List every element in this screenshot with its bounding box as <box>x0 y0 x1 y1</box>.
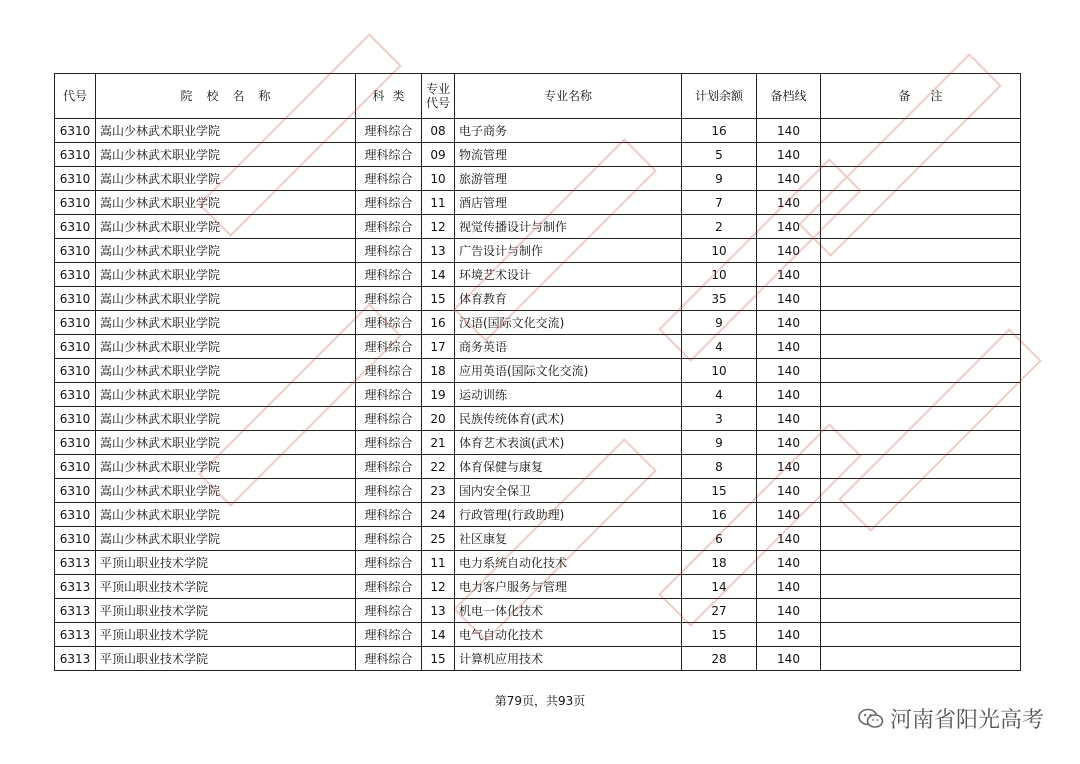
cell-code: 6310 <box>55 479 96 503</box>
cell-line: 140 <box>757 479 821 503</box>
cell-code: 6310 <box>55 215 96 239</box>
cell-type: 理科综合 <box>356 647 422 671</box>
cell-line: 140 <box>757 599 821 623</box>
cell-remaining: 9 <box>682 431 757 455</box>
cell-major-code: 08 <box>422 119 455 143</box>
cell-type: 理科综合 <box>356 287 422 311</box>
cell-major-name: 汉语(国际文化交流) <box>455 311 682 335</box>
wechat-icon <box>858 708 884 730</box>
cell-school: 嵩山少林武术职业学院 <box>96 311 356 335</box>
cell-major-code: 16 <box>422 311 455 335</box>
cell-major-code: 23 <box>422 479 455 503</box>
cell-remaining: 4 <box>682 335 757 359</box>
cell-major-name: 视觉传播设计与制作 <box>455 215 682 239</box>
header-major-code: 专业代号 <box>422 74 455 119</box>
cell-line: 140 <box>757 311 821 335</box>
cell-remaining: 15 <box>682 479 757 503</box>
cell-remaining: 16 <box>682 119 757 143</box>
table-row <box>55 191 1021 215</box>
cell-major-name: 环境艺术设计 <box>455 263 682 287</box>
cell-school: 嵩山少林武术职业学院 <box>96 407 356 431</box>
table-row <box>55 383 1021 407</box>
cell-remaining: 10 <box>682 239 757 263</box>
cell-major-name: 电气自动化技术 <box>455 623 682 647</box>
cell-line: 140 <box>757 359 821 383</box>
cell-type: 理科综合 <box>356 455 422 479</box>
cell-note <box>821 359 1021 383</box>
table-row <box>55 623 1021 647</box>
account-watermark <box>858 703 1044 734</box>
cell-school: 嵩山少林武术职业学院 <box>96 359 356 383</box>
cell-remaining: 14 <box>682 575 757 599</box>
cell-note <box>821 647 1021 671</box>
cell-school: 嵩山少林武术职业学院 <box>96 167 356 191</box>
cell-remaining: 16 <box>682 503 757 527</box>
cell-major-code: 12 <box>422 575 455 599</box>
cell-major-name: 国内安全保卫 <box>455 479 682 503</box>
cell-note <box>821 575 1021 599</box>
cell-remaining: 15 <box>682 623 757 647</box>
cell-major-name: 酒店管理 <box>455 191 682 215</box>
table-row <box>55 503 1021 527</box>
cell-remaining: 3 <box>682 407 757 431</box>
cell-type: 理科综合 <box>356 503 422 527</box>
cell-code: 6313 <box>55 599 96 623</box>
cell-remaining: 8 <box>682 455 757 479</box>
cell-code: 6310 <box>55 191 96 215</box>
cell-major-name: 体育教育 <box>455 287 682 311</box>
cell-note <box>821 119 1021 143</box>
cell-major-name: 体育保健与康复 <box>455 455 682 479</box>
cell-major-name: 体育艺术表演(武术) <box>455 431 682 455</box>
cell-major-code: 12 <box>422 215 455 239</box>
cell-note <box>821 311 1021 335</box>
page-number: 第79页，共93页 <box>494 694 586 708</box>
cell-remaining: 2 <box>682 215 757 239</box>
table-row <box>55 239 1021 263</box>
cell-line: 140 <box>757 167 821 191</box>
cell-type: 理科综合 <box>356 239 422 263</box>
cell-code: 6310 <box>55 455 96 479</box>
table-row <box>55 527 1021 551</box>
cell-school: 嵩山少林武术职业学院 <box>96 455 356 479</box>
cell-code: 6310 <box>55 431 96 455</box>
cell-note <box>821 335 1021 359</box>
table-row <box>55 335 1021 359</box>
cell-line: 140 <box>757 287 821 311</box>
cell-note <box>821 239 1021 263</box>
cell-major-name: 广告设计与制作 <box>455 239 682 263</box>
cell-line: 140 <box>757 335 821 359</box>
cell-major-name: 应用英语(国际文化交流) <box>455 359 682 383</box>
cell-type: 理科综合 <box>356 599 422 623</box>
cell-major-name: 电子商务 <box>455 119 682 143</box>
cell-code: 6310 <box>55 503 96 527</box>
cell-remaining: 10 <box>682 263 757 287</box>
cell-remaining: 35 <box>682 287 757 311</box>
table-row <box>55 143 1021 167</box>
cell-school: 平顶山职业技术学院 <box>96 647 356 671</box>
cell-major-code: 22 <box>422 455 455 479</box>
cell-line: 140 <box>757 551 821 575</box>
cell-major-code: 13 <box>422 239 455 263</box>
cell-line: 140 <box>757 575 821 599</box>
cell-school: 嵩山少林武术职业学院 <box>96 287 356 311</box>
cell-line: 140 <box>757 383 821 407</box>
cell-major-code: 18 <box>422 359 455 383</box>
cell-type: 理科综合 <box>356 191 422 215</box>
cell-code: 6313 <box>55 647 96 671</box>
cell-school: 嵩山少林武术职业学院 <box>96 263 356 287</box>
header-type: 科类 <box>356 74 422 119</box>
cell-code: 6313 <box>55 623 96 647</box>
cell-note <box>821 263 1021 287</box>
cell-major-code: 11 <box>422 191 455 215</box>
admission-table <box>54 73 1021 671</box>
cell-major-name: 商务英语 <box>455 335 682 359</box>
cell-code: 6313 <box>55 575 96 599</box>
cell-type: 理科综合 <box>356 623 422 647</box>
table-row <box>55 359 1021 383</box>
cell-type: 理科综合 <box>356 311 422 335</box>
cell-line: 140 <box>757 215 821 239</box>
cell-major-name: 旅游管理 <box>455 167 682 191</box>
cell-code: 6310 <box>55 311 96 335</box>
cell-type: 理科综合 <box>356 479 422 503</box>
table-row <box>55 287 1021 311</box>
table-row <box>55 311 1021 335</box>
cell-major-code: 25 <box>422 527 455 551</box>
cell-line: 140 <box>757 119 821 143</box>
cell-code: 6310 <box>55 359 96 383</box>
cell-code: 6310 <box>55 263 96 287</box>
header-line: 备档线 <box>757 74 821 119</box>
cell-line: 140 <box>757 647 821 671</box>
cell-major-code: 24 <box>422 503 455 527</box>
cell-school: 平顶山职业技术学院 <box>96 551 356 575</box>
table-row <box>55 407 1021 431</box>
cell-note <box>821 191 1021 215</box>
cell-major-code: 15 <box>422 647 455 671</box>
cell-type: 理科综合 <box>356 551 422 575</box>
cell-school: 嵩山少林武术职业学院 <box>96 143 356 167</box>
header-note: 备注 <box>821 74 1021 119</box>
cell-major-code: 14 <box>422 263 455 287</box>
cell-code: 6310 <box>55 527 96 551</box>
table-row <box>55 575 1021 599</box>
cell-remaining: 9 <box>682 167 757 191</box>
table-row <box>55 431 1021 455</box>
cell-code: 6310 <box>55 143 96 167</box>
cell-type: 理科综合 <box>356 335 422 359</box>
cell-major-name: 运动训练 <box>455 383 682 407</box>
cell-type: 理科综合 <box>356 143 422 167</box>
cell-note <box>821 215 1021 239</box>
cell-school: 嵩山少林武术职业学院 <box>96 215 356 239</box>
cell-line: 140 <box>757 623 821 647</box>
cell-type: 理科综合 <box>356 527 422 551</box>
cell-note <box>821 167 1021 191</box>
cell-note <box>821 431 1021 455</box>
cell-note <box>821 455 1021 479</box>
cell-type: 理科综合 <box>356 359 422 383</box>
table-row <box>55 455 1021 479</box>
cell-school: 嵩山少林武术职业学院 <box>96 191 356 215</box>
cell-line: 140 <box>757 263 821 287</box>
cell-code: 6310 <box>55 407 96 431</box>
cell-major-code: 21 <box>422 431 455 455</box>
cell-type: 理科综合 <box>356 431 422 455</box>
cell-code: 6310 <box>55 167 96 191</box>
cell-school: 嵩山少林武术职业学院 <box>96 479 356 503</box>
cell-note <box>821 503 1021 527</box>
cell-major-code: 13 <box>422 599 455 623</box>
cell-major-code: 10 <box>422 167 455 191</box>
cell-major-code: 11 <box>422 551 455 575</box>
table-row <box>55 647 1021 671</box>
cell-note <box>821 407 1021 431</box>
cell-code: 6313 <box>55 551 96 575</box>
cell-note <box>821 527 1021 551</box>
cell-type: 理科综合 <box>356 167 422 191</box>
cell-remaining: 28 <box>682 647 757 671</box>
cell-major-name: 电力系统自动化技术 <box>455 551 682 575</box>
cell-major-code: 09 <box>422 143 455 167</box>
cell-type: 理科综合 <box>356 575 422 599</box>
cell-school: 嵩山少林武术职业学院 <box>96 431 356 455</box>
cell-school: 平顶山职业技术学院 <box>96 623 356 647</box>
cell-note <box>821 287 1021 311</box>
cell-line: 140 <box>757 455 821 479</box>
cell-code: 6310 <box>55 335 96 359</box>
cell-school: 嵩山少林武术职业学院 <box>96 527 356 551</box>
table-row <box>55 551 1021 575</box>
cell-code: 6310 <box>55 239 96 263</box>
cell-remaining: 7 <box>682 191 757 215</box>
cell-major-code: 14 <box>422 623 455 647</box>
cell-note <box>821 143 1021 167</box>
account-name: 河南省阳光高考 <box>889 708 1044 733</box>
cell-line: 140 <box>757 527 821 551</box>
table-row <box>55 599 1021 623</box>
cell-school: 嵩山少林武术职业学院 <box>96 119 356 143</box>
cell-school: 嵩山少林武术职业学院 <box>96 335 356 359</box>
cell-remaining: 27 <box>682 599 757 623</box>
cell-note <box>821 479 1021 503</box>
cell-note <box>821 599 1021 623</box>
table-row <box>55 263 1021 287</box>
cell-line: 140 <box>757 431 821 455</box>
cell-major-code: 15 <box>422 287 455 311</box>
cell-major-name: 物流管理 <box>455 143 682 167</box>
cell-major-code: 19 <box>422 383 455 407</box>
cell-school: 嵩山少林武术职业学院 <box>96 383 356 407</box>
cell-remaining: 5 <box>682 143 757 167</box>
cell-type: 理科综合 <box>356 215 422 239</box>
cell-major-code: 20 <box>422 407 455 431</box>
table-row <box>55 167 1021 191</box>
cell-remaining: 18 <box>682 551 757 575</box>
cell-type: 理科综合 <box>356 407 422 431</box>
cell-major-name: 民族传统体育(武术) <box>455 407 682 431</box>
cell-type: 理科综合 <box>356 263 422 287</box>
cell-remaining: 10 <box>682 359 757 383</box>
cell-major-name: 机电一体化技术 <box>455 599 682 623</box>
cell-school: 平顶山职业技术学院 <box>96 575 356 599</box>
cell-line: 140 <box>757 191 821 215</box>
cell-major-name: 社区康复 <box>455 527 682 551</box>
cell-code: 6310 <box>55 119 96 143</box>
cell-major-name: 计算机应用技术 <box>455 647 682 671</box>
cell-line: 140 <box>757 143 821 167</box>
cell-code: 6310 <box>55 287 96 311</box>
header-school: 院校名称 <box>96 74 356 119</box>
cell-note <box>821 623 1021 647</box>
cell-line: 140 <box>757 503 821 527</box>
cell-remaining: 4 <box>682 383 757 407</box>
cell-code: 6310 <box>55 383 96 407</box>
cell-school: 嵩山少林武术职业学院 <box>96 503 356 527</box>
header-major-name: 专业名称 <box>455 74 682 119</box>
cell-remaining: 6 <box>682 527 757 551</box>
table-row <box>55 215 1021 239</box>
cell-school: 嵩山少林武术职业学院 <box>96 239 356 263</box>
cell-line: 140 <box>757 239 821 263</box>
cell-school: 平顶山职业技术学院 <box>96 599 356 623</box>
header-remaining: 计划余额 <box>682 74 757 119</box>
cell-major-name: 行政管理(行政助理) <box>455 503 682 527</box>
cell-note <box>821 551 1021 575</box>
table-header-row <box>55 74 1021 119</box>
header-code: 代号 <box>55 74 96 119</box>
cell-line: 140 <box>757 407 821 431</box>
cell-type: 理科综合 <box>356 383 422 407</box>
cell-remaining: 9 <box>682 311 757 335</box>
cell-major-name: 电力客户服务与管理 <box>455 575 682 599</box>
table-row <box>55 479 1021 503</box>
cell-note <box>821 383 1021 407</box>
table-row <box>55 119 1021 143</box>
cell-major-code: 17 <box>422 335 455 359</box>
cell-type: 理科综合 <box>356 119 422 143</box>
